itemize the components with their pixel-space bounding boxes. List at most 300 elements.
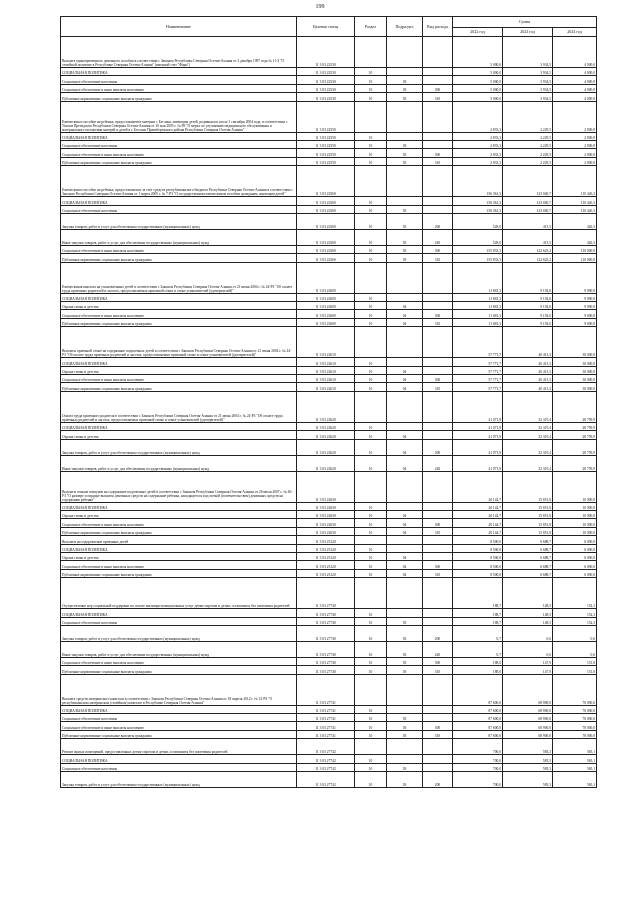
table-row	[61, 318, 597, 326]
header-subsection: Подраздел	[387, 17, 423, 37]
row-2023-cell: 2 229,5	[503, 140, 553, 148]
row-subsection-cell	[387, 166, 423, 197]
row-name-cell: Выплата единовременного денежного пособия в соответствии с Законом Республики Северная Осетия-Алания от 2 декабря 1997 года № 11-З "О семейной политике в Республике Северная Осетия-Алания" (именной счет "Фарн")	[61, 37, 297, 68]
row-section-cell: 10	[355, 76, 387, 84]
row-expense-type-cell	[423, 293, 453, 301]
table-row	[61, 617, 597, 625]
row-section-cell: 10	[355, 772, 387, 788]
row-section-cell: 10	[355, 625, 387, 641]
row-2022-cell: 11 681,3	[453, 302, 503, 310]
row-target-cell: 11 3 03 22620	[297, 391, 355, 422]
row-subsection-cell: 03	[387, 93, 423, 101]
row-2024-cell: 152,3	[553, 578, 597, 609]
row-name-cell: Закупка товаров, работ и услуг для обеспечения государственных (муниципальных) нужд	[61, 625, 297, 641]
row-expense-type-cell: 300	[423, 375, 453, 383]
row-expense-type-cell: 300	[423, 245, 453, 253]
row-section-cell	[355, 578, 387, 609]
row-2023-cell: 122 625,2	[503, 254, 553, 262]
header-2024: 2024 год	[553, 28, 597, 37]
row-2022-cell: 188,7	[453, 617, 503, 625]
row-2022-cell: 700,0	[453, 739, 503, 755]
row-subsection-cell	[387, 262, 423, 293]
row-2024-cell: 10 000,0	[553, 527, 597, 535]
row-expense-type-cell	[423, 68, 453, 76]
row-2023-cell: 3 934,5	[503, 76, 553, 84]
row-target-cell: 11 3 03 22610	[297, 366, 355, 374]
row-target-cell: 11 3 03 22600	[297, 293, 355, 301]
table-row	[61, 455, 597, 471]
row-section-cell: 10	[355, 318, 387, 326]
row-expense-type-cell: 240	[423, 455, 453, 471]
row-name-cell: Закупка товаров, работ и услуг для обеспечения государственных (муниципальных) нужд	[61, 772, 297, 788]
row-2023-cell: 68 900,0	[503, 714, 553, 722]
row-2022-cell: 2 833,3	[453, 149, 503, 157]
row-section-cell	[355, 536, 387, 544]
row-target-cell: 11 3 03 27740	[297, 666, 355, 674]
row-2022-cell: 8 500,0	[453, 544, 503, 552]
row-target-cell: 11 3 03 23120	[297, 544, 355, 552]
row-target-cell: 11 3 03 23120	[297, 569, 355, 577]
row-2024-cell: 70 000,0	[553, 705, 597, 713]
row-expense-type-cell: 310	[423, 666, 453, 674]
row-2022-cell: 156 361,3	[453, 205, 503, 213]
row-2023-cell: 147,9	[503, 657, 553, 665]
row-section-cell: 10	[355, 422, 387, 430]
row-2024-cell: 4 000,0	[553, 93, 597, 101]
row-expense-type-cell	[423, 101, 453, 132]
row-2024-cell: 70 000,0	[553, 674, 597, 705]
row-expense-type-cell	[423, 544, 453, 552]
row-2023-cell: 9 192,0	[503, 293, 553, 301]
row-section-cell	[355, 674, 387, 705]
row-2024-cell: 4 000,0	[553, 37, 597, 68]
row-2023-cell: 583,3	[503, 772, 553, 788]
row-expense-type-cell	[423, 166, 453, 197]
row-2023-cell: 415,5	[503, 229, 553, 245]
row-2022-cell: 2 833,3	[453, 157, 503, 165]
row-2023-cell: 123 040,7	[503, 197, 553, 205]
row-2022-cell: 700,0	[453, 772, 503, 788]
row-2022-cell: 188,0	[453, 657, 503, 665]
row-target-cell: 11 3 03 27741	[297, 714, 355, 722]
row-2023-cell: 6 688,7	[503, 536, 553, 544]
row-2022-cell: 8 500,0	[453, 561, 503, 569]
row-2024-cell: 152,3	[553, 609, 597, 617]
row-expense-type-cell: 300	[423, 310, 453, 318]
row-section-cell	[355, 37, 387, 68]
row-2024-cell: 4 000,0	[553, 84, 597, 92]
row-subsection-cell: 03	[387, 140, 423, 148]
table-row	[61, 262, 597, 293]
row-target-cell: 11 3 03 22630	[297, 519, 355, 527]
row-name-cell: Публичные нормативные социальные выплаты гражданам	[61, 157, 297, 165]
row-2022-cell: 57 771,7	[453, 366, 503, 374]
row-2023-cell: 40 413,3	[503, 327, 553, 358]
row-expense-type-cell: 310	[423, 254, 453, 262]
row-expense-type-cell	[423, 714, 453, 722]
row-2023-cell: 0,6	[503, 625, 553, 641]
row-subsection-cell: 03	[387, 641, 423, 657]
row-2024-cell: 110 426,3	[553, 205, 597, 213]
row-target-cell: 11 3 03 22620	[297, 455, 355, 471]
table-row	[61, 510, 597, 518]
row-2023-cell: 40 413,3	[503, 375, 553, 383]
row-name-cell: Социальное обеспечение населения	[61, 76, 297, 84]
row-target-cell: 11 3 03 22560	[297, 229, 355, 245]
row-expense-type-cell	[423, 536, 453, 544]
row-section-cell: 10	[355, 254, 387, 262]
row-target-cell: 11 3 03 23120	[297, 561, 355, 569]
row-name-cell: Ежемесячное пособие на ребенка, предоставляемое матерям г. Беслана, имеющим детей, родившихся после 1 сентября 2004 года, в соответствии с Указом Президента Республики Северная Осетия-Алания от 16 мая 2005 г. № 89 "О мерах по улучшению медицинского обслуживания и материального положения матерей и детей в г. Беслане Правобережного района Республики Северная Осетия-Алания"	[61, 101, 297, 132]
row-2022-cell: 87 600,0	[453, 730, 503, 738]
row-2024-cell: 0,6	[553, 641, 597, 657]
row-target-cell: 11 3 03 27741	[297, 722, 355, 730]
row-expense-type-cell	[423, 552, 453, 560]
row-2022-cell: 2 833,3	[453, 101, 503, 132]
row-2022-cell: 11 681,3	[453, 310, 503, 318]
row-2023-cell: 68 900,0	[503, 705, 553, 713]
row-target-cell: 11 3 03 22550	[297, 157, 355, 165]
row-name-cell: Оплата труда приемного родителя в соответствии с Законом Республики Северная Осетия-Алания от 21 июня 2004 г. № 24-РЗ "Об оплате труда приемных родителей и льготах, предоставляемых приемной семье и семье усыновителей (удочерителей)"	[61, 391, 297, 422]
row-expense-type-cell: 300	[423, 149, 453, 157]
row-expense-type-cell	[423, 327, 453, 358]
row-2022-cell: 5 000,0	[453, 93, 503, 101]
row-2024-cell: 10 000,0	[553, 510, 597, 518]
row-2022-cell: 156 361,3	[453, 166, 503, 197]
row-subsection-cell: 03	[387, 245, 423, 253]
row-section-cell: 10	[355, 197, 387, 205]
row-name-cell: Публичные нормативные социальные выплаты гражданам	[61, 383, 297, 391]
row-subsection-cell	[387, 544, 423, 552]
row-2023-cell: 583,3	[503, 755, 553, 763]
row-expense-type-cell	[423, 262, 453, 293]
row-2022-cell: 20 144,7	[453, 502, 503, 510]
row-target-cell: 11 3 03 27740	[297, 609, 355, 617]
row-subsection-cell	[387, 327, 423, 358]
table-row	[61, 293, 597, 301]
table-row	[61, 763, 597, 771]
row-2024-cell: 30 000,0	[553, 383, 597, 391]
row-target-cell: 11 3 03 27740	[297, 617, 355, 625]
row-expense-type-cell: 300	[423, 519, 453, 527]
row-target-cell: 11 3 03 22560	[297, 205, 355, 213]
row-name-cell: Иные закупки товаров, работ и услуг для обеспечения государственных (муниципальных) нужд	[61, 455, 297, 471]
row-section-cell: 10	[355, 439, 387, 455]
row-2022-cell: 2 833,3	[453, 140, 503, 148]
row-expense-type-cell	[423, 197, 453, 205]
row-section-cell: 10	[355, 140, 387, 148]
row-subsection-cell: 03	[387, 84, 423, 92]
row-target-cell: 11 3 03 22600	[297, 318, 355, 326]
row-target-cell: 11 3 03 22630	[297, 502, 355, 510]
table-row	[61, 722, 597, 730]
row-expense-type-cell: 240	[423, 229, 453, 245]
row-expense-type-cell	[423, 140, 453, 148]
row-2022-cell: 5 000,0	[453, 68, 503, 76]
row-section-cell	[355, 327, 387, 358]
row-expense-type-cell	[423, 755, 453, 763]
row-2023-cell: 68 900,0	[503, 674, 553, 705]
row-target-cell: 11 3 03 27742	[297, 763, 355, 771]
table-row	[61, 366, 597, 374]
row-2023-cell: 583,3	[503, 739, 553, 755]
row-2022-cell: 57 771,7	[453, 383, 503, 391]
row-2022-cell: 41 071,8	[453, 431, 503, 439]
row-section-cell: 10	[355, 510, 387, 518]
table-row	[61, 197, 597, 205]
row-section-cell: 10	[355, 561, 387, 569]
row-target-cell: 11 3 03 22560	[297, 166, 355, 197]
table-row	[61, 101, 597, 132]
row-section-cell: 10	[355, 375, 387, 383]
row-subsection-cell: 03	[387, 617, 423, 625]
table-row	[61, 93, 597, 101]
row-2024-cell: 6 000,0	[553, 544, 597, 552]
table-row	[61, 739, 597, 755]
row-2022-cell: 5 000,0	[453, 76, 503, 84]
row-section-cell: 10	[355, 730, 387, 738]
row-section-cell	[355, 262, 387, 293]
row-expense-type-cell	[423, 431, 453, 439]
row-2023-cell: 32 319,4	[503, 422, 553, 430]
row-2023-cell: 15 851,8	[503, 527, 553, 535]
table-row	[61, 149, 597, 157]
row-subsection-cell	[387, 536, 423, 544]
row-name-cell: СОЦИАЛЬНАЯ ПОЛИТИКА	[61, 705, 297, 713]
row-section-cell: 10	[355, 383, 387, 391]
row-2022-cell: 8 500,0	[453, 536, 503, 544]
table-row	[61, 37, 597, 68]
row-2024-cell: 70 000,0	[553, 730, 597, 738]
table-row	[61, 569, 597, 577]
row-2022-cell: 0,7	[453, 625, 503, 641]
table-row	[61, 358, 597, 366]
table-row	[61, 502, 597, 510]
row-2024-cell: 10 000,0	[553, 519, 597, 527]
row-target-cell: 11 3 03 22610	[297, 383, 355, 391]
row-target-cell: 11 3 03 22610	[297, 375, 355, 383]
page-number: 199	[315, 4, 325, 10]
row-subsection-cell: 04	[387, 569, 423, 577]
row-subsection-cell	[387, 422, 423, 430]
row-name-cell: СОЦИАЛЬНАЯ ПОЛИТИКА	[61, 358, 297, 366]
row-expense-type-cell: 240	[423, 641, 453, 657]
row-section-cell: 10	[355, 455, 387, 471]
row-2024-cell: 4 000,0	[553, 76, 597, 84]
row-expense-type-cell	[423, 366, 453, 374]
row-name-cell: Охрана семьи и детства	[61, 302, 297, 310]
row-expense-type-cell	[423, 763, 453, 771]
row-section-cell: 10	[355, 358, 387, 366]
row-2022-cell: 87 600,0	[453, 674, 503, 705]
row-2022-cell: 87 600,0	[453, 705, 503, 713]
row-expense-type-cell: 310	[423, 730, 453, 738]
table-row	[61, 205, 597, 213]
row-2023-cell: 123 040,7	[503, 205, 553, 213]
row-expense-type-cell	[423, 578, 453, 609]
row-2024-cell: 28 759,9	[553, 439, 597, 455]
row-2024-cell: 70 000,0	[553, 714, 597, 722]
row-subsection-cell	[387, 197, 423, 205]
row-2022-cell: 57 771,7	[453, 327, 503, 358]
row-2024-cell: 28 759,9	[553, 431, 597, 439]
row-2023-cell: 147,9	[503, 666, 553, 674]
table-row	[61, 578, 597, 609]
table-row	[61, 730, 597, 738]
row-expense-type-cell: 310	[423, 318, 453, 326]
row-2024-cell: 30 000,0	[553, 375, 597, 383]
row-2023-cell: 32 319,4	[503, 455, 553, 471]
row-2023-cell: 40 413,3	[503, 366, 553, 374]
row-expense-type-cell: 310	[423, 527, 453, 535]
row-2022-cell: 87 600,0	[453, 722, 503, 730]
row-expense-type-cell	[423, 358, 453, 366]
row-2023-cell: 9 192,0	[503, 310, 553, 318]
row-2024-cell: 28 759,9	[553, 422, 597, 430]
row-target-cell: 11 3 03 22620	[297, 431, 355, 439]
row-section-cell	[355, 166, 387, 197]
row-target-cell: 11 3 03 22630	[297, 471, 355, 502]
row-2023-cell: 122 625,2	[503, 245, 553, 253]
row-name-cell: Охрана семьи и детства	[61, 552, 297, 560]
row-subsection-cell	[387, 739, 423, 755]
row-2023-cell: 2 229,5	[503, 157, 553, 165]
row-subsection-cell: 03	[387, 205, 423, 213]
row-2024-cell: 565,1	[553, 755, 597, 763]
row-name-cell: Социальное обеспечение и иные выплаты населению	[61, 149, 297, 157]
row-section-cell: 10	[355, 552, 387, 560]
row-target-cell: 11 3 03 22610	[297, 358, 355, 366]
row-name-cell: Социальное обеспечение и иные выплаты населению	[61, 245, 297, 253]
header-name: Наименование	[61, 17, 297, 37]
row-name-cell: Публичные нормативные социальные выплаты гражданам	[61, 666, 297, 674]
row-2024-cell: 565,1	[553, 739, 597, 755]
row-subsection-cell: 04	[387, 552, 423, 560]
table-row	[61, 327, 597, 358]
row-section-cell: 10	[355, 714, 387, 722]
row-2024-cell: 151,8	[553, 666, 597, 674]
row-subsection-cell: 04	[387, 510, 423, 518]
row-2022-cell: 11 681,3	[453, 293, 503, 301]
row-2024-cell: 6 000,0	[553, 569, 597, 577]
row-subsection-cell	[387, 132, 423, 140]
row-2023-cell: 9 192,0	[503, 262, 553, 293]
row-expense-type-cell	[423, 502, 453, 510]
row-subsection-cell: 03	[387, 657, 423, 665]
row-expense-type-cell: 300	[423, 722, 453, 730]
row-subsection-cell: 03	[387, 213, 423, 229]
row-2024-cell: 2 000,0	[553, 140, 597, 148]
row-2022-cell: 5 000,0	[453, 37, 503, 68]
row-name-cell: Публичные нормативные социальные выплаты гражданам	[61, 254, 297, 262]
table-row	[61, 302, 597, 310]
row-name-cell: Социальное обеспечение населения	[61, 763, 297, 771]
row-2024-cell: 30 000,0	[553, 366, 597, 374]
row-2024-cell: 565,1	[553, 772, 597, 788]
row-section-cell: 10	[355, 302, 387, 310]
row-2022-cell: 20 144,7	[453, 471, 503, 502]
header-expense-type: Вид расхода	[423, 17, 453, 37]
row-2022-cell: 155 833,3	[453, 245, 503, 253]
row-section-cell: 10	[355, 519, 387, 527]
row-2022-cell: 188,7	[453, 609, 503, 617]
row-2023-cell: 148,5	[503, 609, 553, 617]
row-section-cell: 10	[355, 205, 387, 213]
table-row	[61, 431, 597, 439]
row-name-cell: СОЦИАЛЬНАЯ ПОЛИТИКА	[61, 197, 297, 205]
row-subsection-cell	[387, 755, 423, 763]
row-expense-type-cell	[423, 739, 453, 755]
row-section-cell	[355, 739, 387, 755]
table-row	[61, 375, 597, 383]
row-2023-cell: 15 851,8	[503, 510, 553, 518]
row-target-cell: 11 3 03 22530	[297, 93, 355, 101]
row-section-cell: 10	[355, 527, 387, 535]
table-row	[61, 536, 597, 544]
row-2023-cell: 15 851,8	[503, 502, 553, 510]
row-name-cell: Социальное обеспечение и иные выплаты населению	[61, 561, 297, 569]
row-2022-cell: 700,0	[453, 763, 503, 771]
row-subsection-cell: 04	[387, 455, 423, 471]
row-2024-cell: 28 759,9	[553, 455, 597, 471]
row-expense-type-cell: 200	[423, 625, 453, 641]
row-section-cell: 10	[355, 68, 387, 76]
row-2022-cell: 156 361,3	[453, 197, 503, 205]
row-target-cell: 11 3 03 22530	[297, 76, 355, 84]
row-name-cell: СОЦИАЛЬНАЯ ПОЛИТИКА	[61, 502, 297, 510]
row-2022-cell: 188,7	[453, 578, 503, 609]
row-target-cell: 11 3 03 22610	[297, 327, 355, 358]
row-section-cell: 10	[355, 132, 387, 140]
row-target-cell: 11 3 03 27741	[297, 674, 355, 705]
row-name-cell: СОЦИАЛЬНАЯ ПОЛИТИКА	[61, 68, 297, 76]
row-2024-cell: 28 759,9	[553, 391, 597, 422]
row-section-cell: 10	[355, 617, 387, 625]
row-2023-cell: 2 229,5	[503, 149, 553, 157]
row-2024-cell: 565,1	[553, 763, 597, 771]
row-target-cell: 11 3 03 27742	[297, 739, 355, 755]
row-subsection-cell: 04	[387, 519, 423, 527]
row-expense-type-cell	[423, 76, 453, 84]
row-2023-cell: 40 413,3	[503, 358, 553, 366]
row-2023-cell: 3 934,5	[503, 93, 553, 101]
row-expense-type-cell	[423, 510, 453, 518]
row-2022-cell: 87 600,0	[453, 714, 503, 722]
row-section-cell: 10	[355, 641, 387, 657]
row-section-cell: 10	[355, 157, 387, 165]
row-subsection-cell	[387, 578, 423, 609]
row-subsection-cell: 04	[387, 366, 423, 374]
row-expense-type-cell: 310	[423, 93, 453, 101]
row-subsection-cell: 03	[387, 149, 423, 157]
table-row	[61, 213, 597, 229]
table-row	[61, 310, 597, 318]
row-2022-cell: 41 071,8	[453, 439, 503, 455]
row-2022-cell: 20 144,7	[453, 510, 503, 518]
table-row	[61, 76, 597, 84]
row-2023-cell: 3 934,5	[503, 68, 553, 76]
row-expense-type-cell: 200	[423, 213, 453, 229]
row-subsection-cell: 04	[387, 302, 423, 310]
row-section-cell: 10	[355, 213, 387, 229]
row-target-cell: 11 3 03 27742	[297, 755, 355, 763]
row-2022-cell: 11 681,3	[453, 262, 503, 293]
row-section-cell	[355, 101, 387, 132]
table-row	[61, 439, 597, 455]
row-name-cell: Социальное обеспечение населения	[61, 617, 297, 625]
row-2024-cell: 2 000,0	[553, 149, 597, 157]
table-row	[61, 157, 597, 165]
